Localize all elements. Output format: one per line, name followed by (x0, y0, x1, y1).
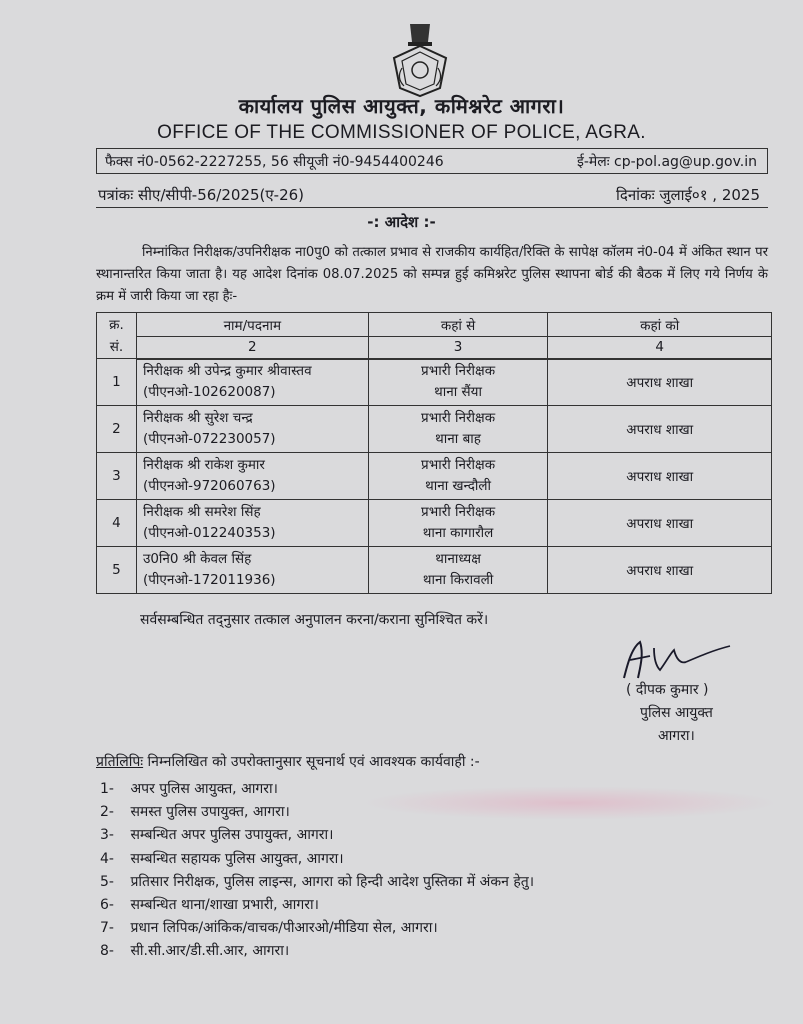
office-title-english: OFFICE OF THE COMMISSIONER OF POLICE, AGRA. (157, 122, 646, 143)
list-item-text: सम्बन्धित थाना/शाखा प्रभारी, आगरा। (130, 896, 319, 913)
list-item-number: 2- (100, 804, 114, 821)
list-item-number: 8- (100, 943, 114, 960)
from-cell (368, 406, 548, 453)
officer-name: निरीक्षक श्री राकेश कुमार (142, 457, 265, 473)
copy-label: प्रतिलिपिः (96, 754, 144, 770)
from-station: थाना सैंया (434, 384, 482, 401)
list-item (100, 917, 534, 940)
list-item-number: 7- (100, 920, 114, 937)
table-header-row (97, 313, 772, 337)
copy-heading-text: निम्नलिखित को उपरोक्तानुसार सूचनार्थ एवं आवश्यक कार्यवाही :- (143, 754, 480, 770)
column-number: 2 (136, 337, 368, 359)
officer-pno: (पीएनओ-102620087) (142, 384, 276, 401)
order-heading: -: आदेश :- (367, 213, 436, 231)
list-item-text: प्रतिसार निरीक्षक, पुलिस लाइन्स, आगरा को हिन्दी आदेश पुस्तिका में अंकन हेतु। (130, 873, 535, 890)
name-cell (136, 359, 368, 406)
copy-recipient-list (100, 778, 534, 964)
name-cell (136, 453, 368, 500)
order-intro-paragraph: निम्नांकित निरीक्षक/उपनिरीक्षक ना0पु0 को तत्काल प्रभाव से राजकीय कार्यहित/रिक्ति के सापेक्ष कॉलम नं0-04 में अंकित स्थान पर स्थानान्तरित किया जाता है। यह आदेश दिनांक 08.07.2025 को सम्पन्न हुई कमिश्नरेट पुलिस स्थापना बोर्ड की बैठक में लिए गये निर्णय के क्रम में जारी किया जा रहा हैः- (96, 245, 768, 304)
transfer-table (96, 312, 772, 594)
to-cell: अपराध शाखा (548, 406, 772, 453)
from-station: थाना किरावली (422, 572, 494, 588)
serial-cell: 1 (97, 359, 137, 406)
to-header: कहां को (548, 313, 772, 337)
from-cell (368, 359, 548, 406)
name-cell (136, 406, 368, 453)
table-row (97, 500, 772, 547)
from-post: थानाध्यक्ष (435, 551, 481, 567)
list-item (100, 894, 534, 917)
officer-pno: (पीएनओ-072230057) (142, 431, 276, 447)
name-cell (136, 500, 368, 547)
serial-cell: 3 (97, 453, 137, 500)
signatory-city: आगरा। (658, 728, 695, 744)
from-cell (368, 500, 548, 547)
list-item-text: अपर पुलिस आयुक्त, आगरा। (130, 781, 278, 797)
order-date: दिनांकः जुलाई०१ , 2025 (615, 186, 760, 204)
signatory-title: पुलिस आयुक्त (640, 705, 713, 721)
officer-name: निरीक्षक श्री समरेश सिंह (142, 504, 261, 520)
office-title-hindi: कार्यालय पुलिस आयुक्त, कमिश्नरेट आगरा। (238, 94, 565, 118)
officer-name: निरीक्षक श्री सुरेश चन्द्र (142, 410, 253, 426)
serial-cell: 5 (97, 547, 137, 594)
officer-pno: (पीएनओ-172011936) (142, 572, 276, 588)
from-post: प्रभारी निरीक्षक (421, 504, 496, 520)
list-item (100, 940, 534, 963)
to-cell: अपराध शाखा (548, 453, 772, 500)
list-item (100, 824, 534, 847)
officer-name: निरीक्षक श्री उपेन्द्र कुमार श्रीवास्तव (142, 363, 312, 380)
list-item-number: 5- (100, 873, 114, 890)
list-item-number: 4- (100, 850, 114, 867)
police-emblem-icon (388, 18, 452, 98)
from-cell (368, 547, 548, 594)
from-station: थाना कागारौल (422, 525, 494, 541)
serial-cell: 4 (97, 500, 137, 547)
list-item-text: सी.सी.आर/डी.सी.आर, आगरा। (130, 943, 290, 960)
reference-line (96, 182, 768, 208)
from-post: प्रभारी निरीक्षक (421, 363, 496, 380)
officer-pno: (पीएनओ-972060763) (142, 478, 276, 494)
serial-cell: 2 (97, 406, 137, 453)
handwritten-signature (610, 634, 740, 684)
list-item-text: सम्बन्धित अपर पुलिस उपायुक्त, आगरा। (130, 827, 334, 844)
table-row (97, 453, 772, 500)
list-item (100, 871, 534, 894)
copy-to-heading (96, 752, 480, 771)
to-cell: अपराध शाखा (548, 359, 772, 406)
contact-bar (96, 148, 768, 174)
officer-pno: (पीएनओ-012240353) (142, 525, 276, 541)
serial-header (97, 313, 137, 359)
list-item-text: सम्बन्धित सहायक पुलिस आयुक्त, आगरा। (130, 850, 344, 867)
compliance-instruction: सर्वसम्बन्धित तद्नुसार तत्काल अनुपालन करना/कराना सुनिश्चित करें। (140, 612, 489, 628)
from-post: प्रभारी निरीक्षक (421, 457, 496, 473)
serial-header-line2: सं. (109, 338, 124, 355)
signatory-name: ( दीपक कुमार ) (626, 682, 709, 698)
from-header: कहां से (368, 313, 548, 337)
table-row (97, 359, 772, 406)
from-station: थाना बाह (435, 431, 481, 447)
to-cell: अपराध शाखा (548, 500, 772, 547)
list-item (100, 801, 534, 824)
list-item-text: समस्त पुलिस उपायुक्त, आगरा। (130, 804, 290, 821)
column-number: 3 (368, 337, 548, 359)
from-cell (368, 453, 548, 500)
to-cell: अपराध शाखा (548, 547, 772, 594)
serial-header-line1: क्र. (109, 316, 124, 333)
list-item (100, 848, 534, 871)
name-header: नाम/पदनाम (136, 313, 368, 337)
list-item-number: 3- (100, 827, 114, 844)
column-number-row (97, 337, 772, 359)
list-item-text: प्रधान लिपिक/आंकिक/वाचक/पीआरओ/मीडिया सेल, आगरा। (130, 920, 438, 937)
list-item-number: 6- (100, 896, 114, 913)
from-post: प्रभारी निरीक्षक (421, 410, 496, 426)
reference-number: पत्रांकः सीए/सीपी-56/2025(ए-26) (98, 186, 305, 204)
name-cell (136, 547, 368, 594)
from-station: थाना खन्दौली (425, 478, 492, 494)
fax-cug-numbers: फैक्स नं0-0562-2227255, 56 सीयूजी नं0-9454400246 (105, 154, 444, 170)
table-row (97, 406, 772, 453)
column-number: 4 (548, 337, 772, 359)
list-item-number: 1- (100, 781, 114, 797)
officer-name: उ0नि0 श्री केवल सिंह (142, 551, 252, 567)
email-address: ई-मेलः cp-pol.ag@up.gov.in (576, 154, 757, 170)
list-item (100, 778, 534, 801)
table-row (97, 547, 772, 594)
